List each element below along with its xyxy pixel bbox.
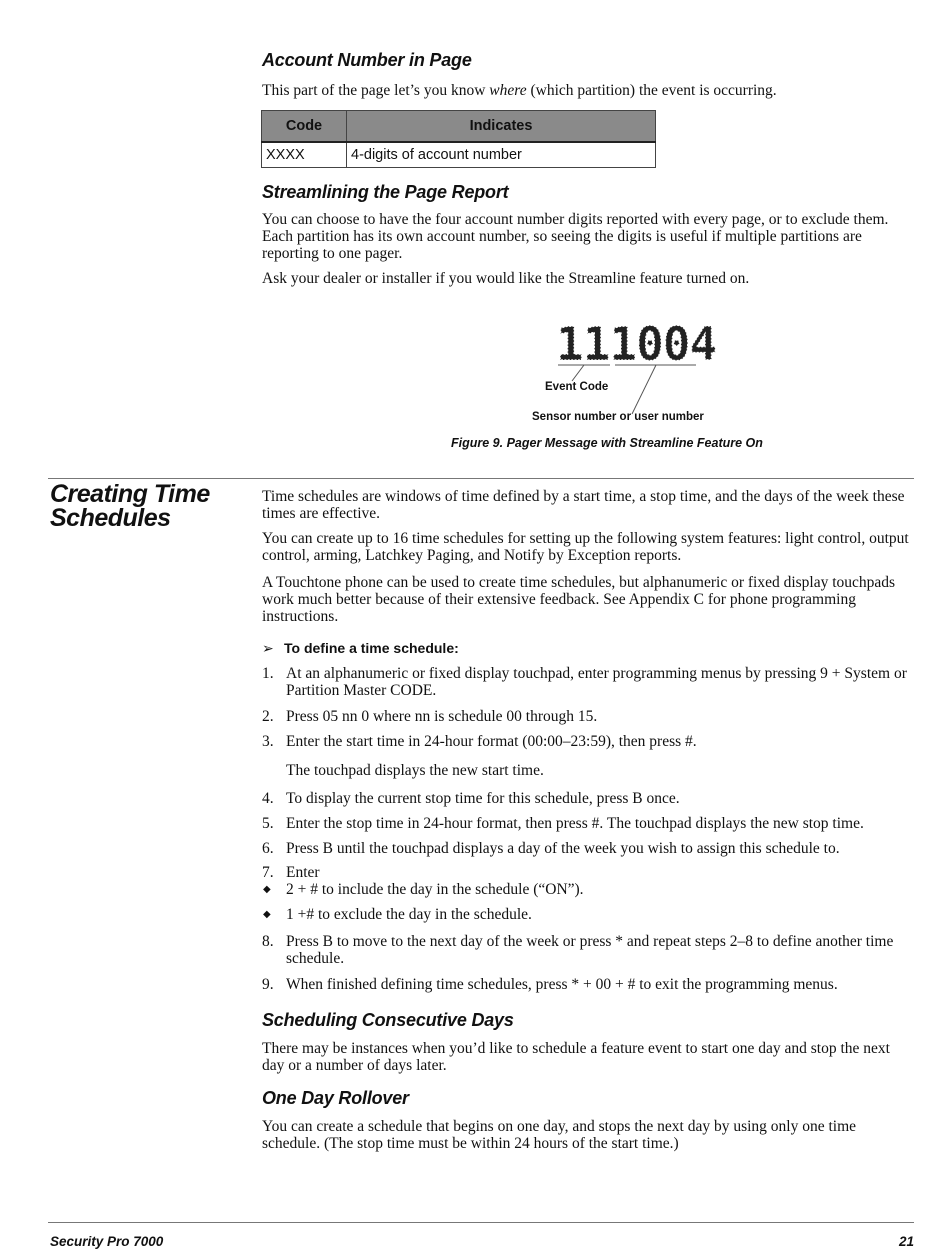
footer-product-name: Security Pro 7000 [50,1234,164,1249]
footer-page-number: 21 [898,1234,914,1249]
time-schedules-side-title [50,482,210,530]
procedure-title [262,640,459,657]
step-text: Enter the start time in 24-hour format (00:00–23:59), then press #. [286,733,697,750]
streamline-para-1: You can choose to have the four account number digits reported with every page, or to exclude them. Each partition has its own account number, so seeing the digits is useful if multiple partitions are reporting to one pager. [262,211,889,262]
table-header-code: Code [262,111,347,143]
one-day-rollover-para: You can create a schedule that begins on one day, and stops the next day by using only one time schedule. (The stop time must be within 24 hours of the start time.) [262,1118,857,1152]
account-intro-text: This part of the page let’s you know [262,82,490,99]
step-text: Enter [286,864,320,881]
step-text: When finished defining time schedules, press * + 00 + # to exit the programming menus. [286,976,838,993]
section-divider [48,478,914,479]
footer-divider [48,1222,914,1223]
side-title-line-1: Creating Time [50,480,210,508]
table-row [262,142,656,168]
step-text: To display the current stop time for this schedule, press B once. [286,790,680,807]
streamline-para-2: Ask your dealer or installer if you would like the Streamline feature turned on. [262,270,750,287]
event-code-label: Event Code [545,381,609,393]
step-text: At an alphanumeric or fixed display touchpad, enter programming menus by pressing 9 + System or Partition Master CODE. [286,665,907,699]
step-result-text: The touchpad displays the new start time. [286,762,544,779]
step-text: Press 05 nn 0 where nn is schedule 00 through 15. [286,708,598,725]
account-code-table [261,110,656,168]
step-number: 6. [262,840,274,857]
bullet-text: 2 + # to include the day in the schedule (“ON”). [286,881,584,898]
account-intro [262,82,922,99]
consecutive-days-para: There may be instances when you’d like to schedule a feature event to start one day and stop the next day or a number of days later. [262,1040,890,1074]
step-text: Enter the stop time in 24-hour format, then press #. The touchpad displays the new stop time. [286,815,864,832]
step-text: Press B to move to the next day of the week or press * and repeat steps 2–8 to define another time schedule. [286,933,894,967]
step-number: 3. [262,733,274,750]
arrow-icon: ➢ [262,641,274,657]
one-day-rollover-heading: One Day Rollover [262,1088,409,1108]
step-number: 1. [262,665,274,682]
step-text: Press B until the touchpad displays a day of the week you wish to assign this schedule to. [286,840,840,857]
step-number: 7. [262,864,274,881]
consecutive-days-heading: Scheduling Consecutive Days [262,1010,514,1030]
time-schedules-para-3: A Touchtone phone can be used to create time schedules, but alphanumeric or fixed display touchpads work much better because of their extensive feedback. See Appendix C for phone programming instructions. [262,574,896,625]
step-number: 5. [262,815,274,832]
step-number: 9. [262,976,274,993]
figure-caption: Figure 9. Pager Message with Streamline Feature On [451,436,763,450]
step-number: 4. [262,790,274,807]
bullet-text: 1 +# to exclude the day in the schedule. [286,906,532,923]
table-header-indicates: Indicates [347,111,656,143]
diamond-bullet-icon: ◆ [263,909,271,920]
account-number-heading: Account Number in Page [262,50,472,70]
table-cell-indicates: 4-digits of account number [347,142,656,168]
pager-display-digits: 111004 [556,318,717,371]
streamline-heading: Streamlining the Page Report [262,182,509,202]
account-intro-emphasis: where [489,82,527,99]
sensor-number-label: Sensor number or user number [532,411,704,423]
account-intro-text-end: (which partition) the event is occurring. [526,82,777,99]
sensor-number-leader [632,365,656,414]
step-number: 2. [262,708,274,725]
procedure-title-text: To define a time schedule: [284,640,459,656]
side-title-line-2: Schedules [50,504,171,532]
time-schedules-para-2: You can create up to 16 time schedules for setting up the following system features: light control, output control, arming, Latchkey Paging, and Notify by Exception reports. [262,530,909,564]
step-number: 8. [262,933,274,950]
time-schedules-para-1: Time schedules are windows of time defined by a start time, a stop time, and the days of the week these times are effective. [262,488,905,522]
table-cell-code: XXXX [262,142,347,168]
table-header-row [262,111,656,143]
diamond-bullet-icon: ◆ [263,884,271,895]
